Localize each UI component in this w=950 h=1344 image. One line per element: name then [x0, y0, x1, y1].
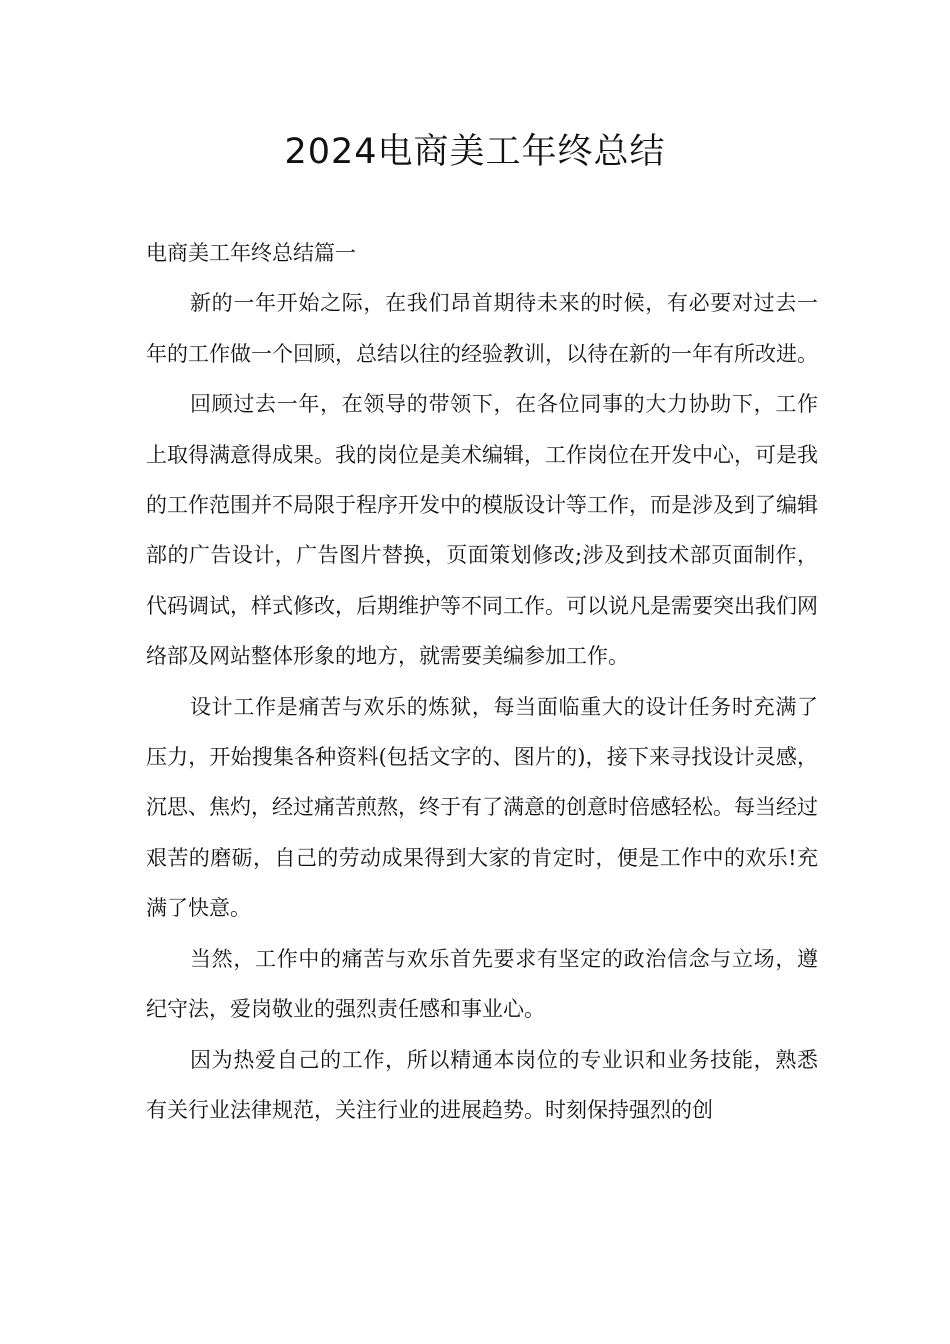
- paragraph-3: 设计工作是痛苦与欢乐的炼狱，每当面临重大的设计任务时充满了压力，开始搜集各种资料(包括文字的、图片的)，接下来寻找设计灵感，沉思、焦灼，经过痛苦煎熬，终于有了满意的创意时倍感轻松。每当经过艰苦的磨砺，自己的劳动成果得到大家的肯定时，便是工作中的欢乐!充满了快意。: [146, 694, 818, 921]
- paragraph-1: 新的一年开始之际，在我们昂首期待未来的时候，有必要对过去一年的工作做一个回顾，总结以往的经验教训，以待在新的一年有所改进。: [146, 291, 818, 366]
- paragraph-2: 回顾过去一年，在领导的带领下，在各位同事的大力协助下，工作上取得满意得成果。我的岗位是美术编辑，工作岗位在开发中心，可是我的工作范围并不局限于程序开发中的模版设计等工作，而是涉及到了编辑部的广告设计，广告图片替换，页面策划修改;涉及到技术部页面制作，代码调试，样式修改，后期维护等不同工作。可以说凡是需要突出我们网络部及网站整体形象的地方，就需要美编参加工作。: [146, 392, 818, 669]
- document-title: 2024电商美工年终总结: [284, 132, 666, 172]
- paragraph-5: 因为热爱自己的工作，所以精通本岗位的专业识和业务技能，熟悉有关行业法律规范，关注行业的进展趋势。时刻保持强烈的创: [146, 1047, 818, 1122]
- document-body: [146, 228, 818, 1135]
- section-heading: 电商美工年终总结篇一: [146, 241, 356, 265]
- paragraph-4: 当然，工作中的痛苦与欢乐首先要求有坚定的政治信念与立场，遵纪守法，爱岗敬业的强烈责任感和事业心。: [146, 946, 818, 1022]
